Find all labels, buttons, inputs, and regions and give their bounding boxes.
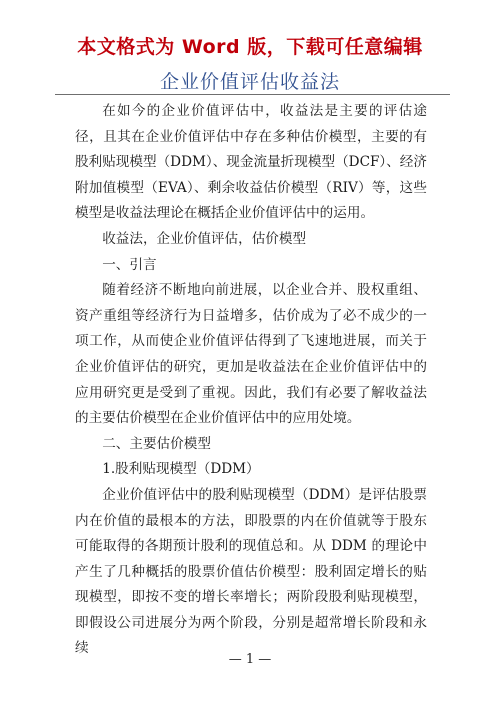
page-number: — 1 — — [228, 652, 272, 667]
ddm-paragraph: 企业价值评估中的股利贴现模型（DDM）是评估股票内在价值的最根本的方法，即股票的内在价值就等于股东可能取得的各期预计股利的现值总和。从 DDM 的理论中产生了几种概括的股票价值估价模型：股利固定增长的贴现模型，即按不变的增长率增长；两阶段股利贴现模型，即假设公司进展分为两个阶段，分别是超常增长阶段和永续 — [75, 486, 427, 657]
title-divider — [55, 94, 450, 95]
word-format-banner: 本文格式为 Word 版，下载可任意编辑 — [77, 36, 423, 58]
keywords-line: 收益法，企业价值评估，估价模型 — [102, 230, 307, 247]
subsection-heading-ddm: 1.股利贴现模型（DDM） — [102, 461, 260, 478]
document-body — [75, 99, 427, 662]
section-heading-introduction: 一、引言 — [102, 256, 157, 273]
introduction-paragraph: 随着经济不断地向前进展，以企业合并、股权重组、资产重组等经济行为日益增多，估价成为了必不成少的一项工作，从而使企业价值评估得到了飞速地进展，而关于企业价值评估的研究，更加是收益法在企业价值评估中的应用研究更是受到了重视。因此，我们有必要了解收益法的主要估价模型在企业价值评估中的应用处境。 — [75, 282, 427, 427]
document-title: 企业价值评估收益法 — [159, 71, 340, 93]
section-heading-valuation-models: 二、主要估价模型 — [102, 435, 211, 452]
abstract-paragraph: 在如今的企业价值评估中，收益法是主要的评估途径，且其在企业价值评估中存在多种估价模型，主要的有股利贴现模型（DDM）、现金流量折现模型（DCF）、经济附加值模型（EVA）、剩余收益估价模型（RIV）等，这些模型是收益法理论在概括企业价值评估中的运用。 — [75, 103, 427, 222]
